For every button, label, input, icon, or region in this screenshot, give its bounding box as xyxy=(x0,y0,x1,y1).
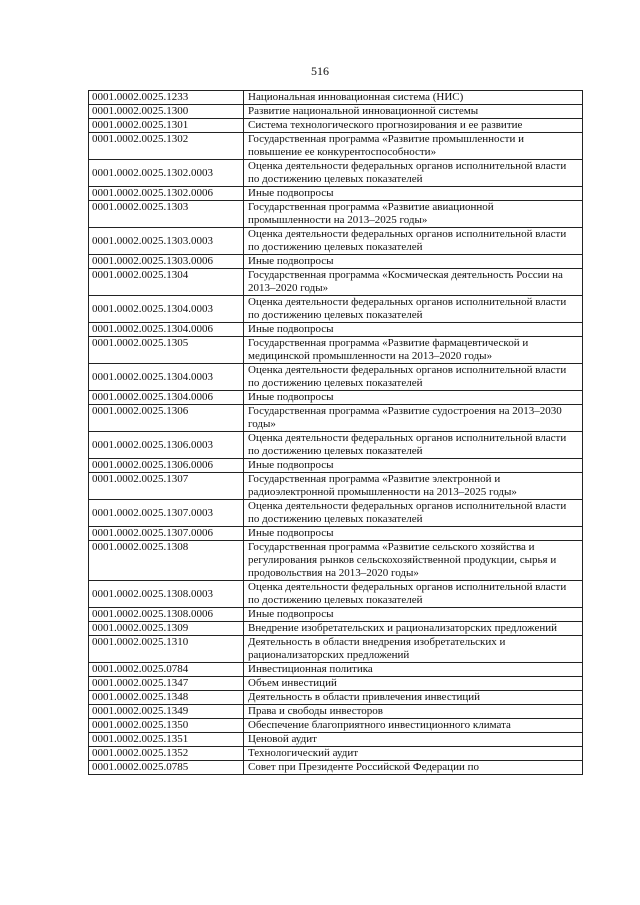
row-title-cell: Оценка деятельности федеральных органов исполнительной власти по достижению целевых показателей xyxy=(244,228,583,255)
row-code-cell: 0001.0002.0025.0785 xyxy=(89,761,244,775)
row-title-cell: Государственная программа «Развитие промышленности и повышение ее конкурентоспособности» xyxy=(244,133,583,160)
table-row xyxy=(89,733,583,747)
row-title-cell: Иные подвопросы xyxy=(244,459,583,473)
row-title-cell: Государственная программа «Развитие сельского хозяйства и регулирования рынков сельскохозяйственной продукции, сырья и продовольствия на 2013–2020 годы» xyxy=(244,541,583,581)
row-title-cell: Обеспечение благоприятного инвестиционного климата xyxy=(244,719,583,733)
row-title-cell: Оценка деятельности федеральных органов исполнительной власти по достижению целевых показателей xyxy=(244,296,583,323)
row-code-cell: 0001.0002.0025.1308.0003 xyxy=(89,581,244,608)
row-code-cell: 0001.0002.0025.1347 xyxy=(89,677,244,691)
table-row xyxy=(89,269,583,296)
table-row xyxy=(89,133,583,160)
row-code-cell: 0001.0002.0025.1309 xyxy=(89,622,244,636)
row-title-cell: Внедрение изобретательских и рационализаторских предложений xyxy=(244,622,583,636)
table-row xyxy=(89,160,583,187)
row-code-cell: 0001.0002.0025.1233 xyxy=(89,91,244,105)
page-number: 516 xyxy=(311,64,329,78)
row-title-cell: Инвестиционная политика xyxy=(244,663,583,677)
row-code-cell: 0001.0002.0025.1304.0006 xyxy=(89,391,244,405)
row-title-cell: Развитие национальной инновационной системы xyxy=(244,105,583,119)
row-title-cell: Государственная программа «Развитие электронной и радиоэлектронной промышленности на 2013–2025 годы» xyxy=(244,473,583,500)
row-title-cell: Технологический аудит xyxy=(244,747,583,761)
table-row xyxy=(89,761,583,775)
table-row xyxy=(89,105,583,119)
row-title-cell: Государственная программа «Развитие авиационной промышленности на 2013–2025 годы» xyxy=(244,201,583,228)
row-title-cell: Государственная программа «Космическая деятельность России на 2013–2020 годы» xyxy=(244,269,583,296)
table-row xyxy=(89,187,583,201)
row-title-cell: Оценка деятельности федеральных органов исполнительной власти по достижению целевых показателей xyxy=(244,432,583,459)
row-code-cell: 0001.0002.0025.1307 xyxy=(89,473,244,500)
row-code-cell: 0001.0002.0025.1306.0003 xyxy=(89,432,244,459)
table-row xyxy=(89,119,583,133)
row-title-cell: Иные подвопросы xyxy=(244,187,583,201)
row-title-cell: Оценка деятельности федеральных органов исполнительной власти по достижению целевых показателей xyxy=(244,160,583,187)
row-code-cell: 0001.0002.0025.1308 xyxy=(89,541,244,581)
row-code-cell: 0001.0002.0025.1307.0003 xyxy=(89,500,244,527)
table-row xyxy=(89,459,583,473)
table-row xyxy=(89,91,583,105)
row-code-cell: 0001.0002.0025.1305 xyxy=(89,337,244,364)
row-title-cell: Государственная программа «Развитие судостроения на 2013–2030 годы» xyxy=(244,405,583,432)
table-row xyxy=(89,323,583,337)
row-code-cell: 0001.0002.0025.1304.0003 xyxy=(89,296,244,323)
row-title-cell: Ценовой аудит xyxy=(244,733,583,747)
row-code-cell: 0001.0002.0025.1304.0006 xyxy=(89,323,244,337)
row-code-cell: 0001.0002.0025.1304.0003 xyxy=(89,364,244,391)
table-row xyxy=(89,677,583,691)
table-row xyxy=(89,473,583,500)
row-code-cell: 0001.0002.0025.1310 xyxy=(89,636,244,663)
row-code-cell: 0001.0002.0025.1351 xyxy=(89,733,244,747)
table-row xyxy=(89,337,583,364)
row-code-cell: 0001.0002.0025.1303 xyxy=(89,201,244,228)
table-row xyxy=(89,636,583,663)
row-title-cell: Совет при Президенте Российской Федерации по xyxy=(244,761,583,775)
table-row xyxy=(89,691,583,705)
row-code-cell: 0001.0002.0025.1350 xyxy=(89,719,244,733)
table-row xyxy=(89,500,583,527)
row-title-cell: Деятельность в области внедрения изобретательских и рационализаторских предложений xyxy=(244,636,583,663)
row-title-cell: Деятельность в области привлечения инвестиций xyxy=(244,691,583,705)
row-code-cell: 0001.0002.0025.1308.0006 xyxy=(89,608,244,622)
row-code-cell: 0001.0002.0025.1352 xyxy=(89,747,244,761)
table-row xyxy=(89,541,583,581)
row-title-cell: Иные подвопросы xyxy=(244,527,583,541)
row-code-cell: 0001.0002.0025.1303.0003 xyxy=(89,228,244,255)
table-row xyxy=(89,201,583,228)
table-row xyxy=(89,622,583,636)
row-title-cell: Система технологического прогнозирования и ее развитие xyxy=(244,119,583,133)
row-title-cell: Иные подвопросы xyxy=(244,255,583,269)
row-code-cell: 0001.0002.0025.1304 xyxy=(89,269,244,296)
row-title-cell: Права и свободы инвесторов xyxy=(244,705,583,719)
row-code-cell: 0001.0002.0025.1349 xyxy=(89,705,244,719)
row-code-cell: 0001.0002.0025.1302.0006 xyxy=(89,187,244,201)
row-title-cell: Оценка деятельности федеральных органов исполнительной власти по достижению целевых показателей xyxy=(244,364,583,391)
row-code-cell: 0001.0002.0025.1301 xyxy=(89,119,244,133)
table-row xyxy=(89,663,583,677)
table-row xyxy=(89,296,583,323)
row-code-cell: 0001.0002.0025.1306.0006 xyxy=(89,459,244,473)
row-code-cell: 0001.0002.0025.1348 xyxy=(89,691,244,705)
row-title-cell: Иные подвопросы xyxy=(244,608,583,622)
row-title-cell: Оценка деятельности федеральных органов исполнительной власти по достижению целевых показателей xyxy=(244,500,583,527)
row-title-cell: Национальная инновационная система (НИС) xyxy=(244,91,583,105)
row-title-cell: Государственная программа «Развитие фармацевтической и медицинской промышленности на 2013–2020 годы» xyxy=(244,337,583,364)
table-row xyxy=(89,747,583,761)
row-code-cell: 0001.0002.0025.1306 xyxy=(89,405,244,432)
row-code-cell: 0001.0002.0025.0784 xyxy=(89,663,244,677)
table-row xyxy=(89,405,583,432)
row-code-cell: 0001.0002.0025.1302.0003 xyxy=(89,160,244,187)
classifier-table xyxy=(88,90,583,775)
table-row xyxy=(89,228,583,255)
table-row xyxy=(89,705,583,719)
table-row xyxy=(89,527,583,541)
table-row xyxy=(89,581,583,608)
row-code-cell: 0001.0002.0025.1303.0006 xyxy=(89,255,244,269)
table-row xyxy=(89,255,583,269)
row-title-cell: Иные подвопросы xyxy=(244,323,583,337)
row-code-cell: 0001.0002.0025.1302 xyxy=(89,133,244,160)
table-row xyxy=(89,432,583,459)
table-row xyxy=(89,719,583,733)
row-title-cell: Объем инвестиций xyxy=(244,677,583,691)
table-row xyxy=(89,364,583,391)
row-code-cell: 0001.0002.0025.1307.0006 xyxy=(89,527,244,541)
classifier-table-body xyxy=(89,91,583,775)
row-title-cell: Оценка деятельности федеральных органов исполнительной власти по достижению целевых показателей xyxy=(244,581,583,608)
table-row xyxy=(89,608,583,622)
row-code-cell: 0001.0002.0025.1300 xyxy=(89,105,244,119)
row-title-cell: Иные подвопросы xyxy=(244,391,583,405)
table-row xyxy=(89,391,583,405)
